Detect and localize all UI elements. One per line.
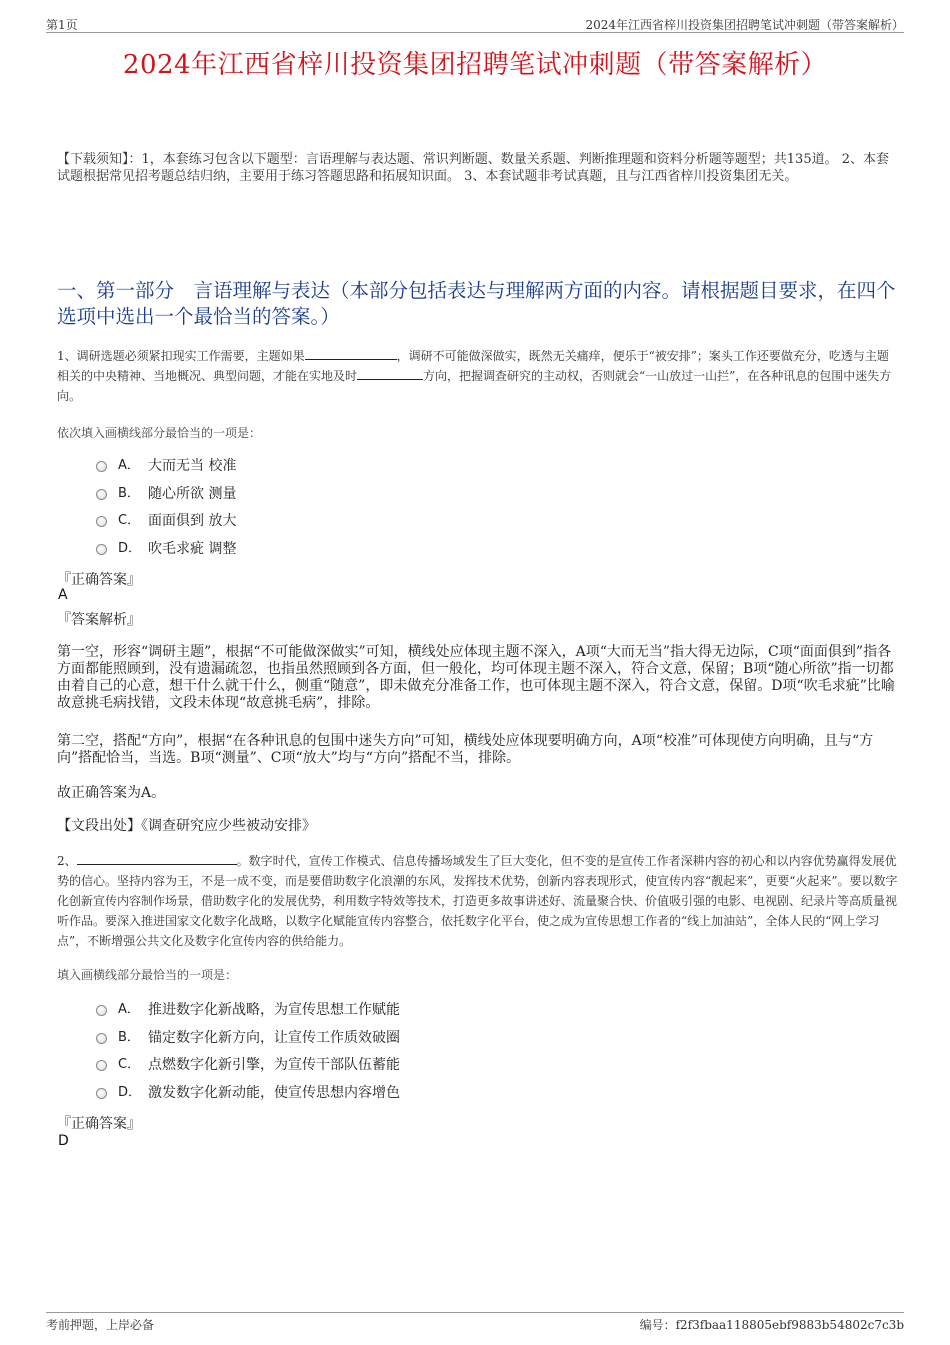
option-letter: C． [118, 513, 141, 528]
footer-slogan: 考前押题，上岸必备 [46, 1318, 155, 1332]
option-text: 吹毛求疵 调整 [148, 540, 237, 557]
radio-icon[interactable] [96, 1060, 107, 1071]
option-letter: D． [118, 540, 142, 556]
q1-answer: A [58, 587, 68, 603]
q1-analysis-paragraph-2: 第二空，搭配“方向”，根据“在各种讯息的包围中迷失方向”可知，横线处应体现要明确方向，A项“校准”可体现使方向明确，且与“方向”搭配恰当，当选。B项“测量”、C项“放大”均与“方向”搭配不当，排除。 [57, 733, 874, 766]
question-2-prompt: 填入画横线部分最恰当的一项是： [57, 968, 238, 982]
q1-blank-1 [305, 347, 397, 360]
option-text: 激发数字化新动能，使宣传思想内容增色 [148, 1084, 400, 1101]
radio-icon[interactable] [96, 1088, 107, 1099]
option-text: 锚定数字化新方向，让宣传工作质效破圈 [148, 1029, 400, 1046]
q2-blank [77, 852, 237, 865]
option-letter: C． [118, 1057, 141, 1072]
q2-option-d[interactable] [96, 1083, 596, 1111]
page-number: 第1页 [46, 18, 78, 32]
q1-option-d[interactable] [96, 539, 596, 567]
radio-icon[interactable] [96, 489, 107, 500]
option-text: 随心所欲 测量 [148, 485, 237, 502]
option-letter: D． [118, 1084, 142, 1100]
q1-answer-label: 『正确答案』 [57, 572, 141, 588]
q1-text-part-a: 1、调研选题必须紧扣现实工作需要，主题如果 [57, 349, 305, 363]
q2-option-b[interactable] [96, 1028, 596, 1056]
option-text: 推进数字化新战略，为宣传思想工作赋能 [148, 1002, 400, 1018]
option-text: 点燃数字化新引擎，为宣传干部队伍蓄能 [148, 1057, 400, 1073]
q2-option-a[interactable] [96, 1000, 596, 1028]
radio-icon[interactable] [96, 1005, 107, 1016]
radio-icon[interactable] [96, 461, 107, 472]
question-1-prompt: 依次填入画横线部分最恰当的一项是： [57, 426, 262, 440]
question-1-options [96, 456, 596, 566]
section-heading: 一、第一部分 言语理解与表达（本部分包括表达与理解两方面的内容。请根据题目要求，在四个选项中选出一个最恰当的答案。） [57, 279, 896, 328]
radio-icon[interactable] [96, 544, 107, 555]
q2-option-c[interactable] [96, 1055, 596, 1083]
option-letter: B． [118, 1029, 140, 1045]
option-letter: B． [118, 485, 140, 501]
q2-answer: D [58, 1133, 69, 1149]
radio-icon[interactable] [96, 1033, 107, 1044]
question-1-text [57, 346, 899, 406]
page-header [46, 14, 904, 33]
q2-answer-label: 『正确答案』 [57, 1116, 141, 1132]
q1-option-a[interactable] [96, 456, 596, 484]
option-text: 大而无当 校准 [148, 458, 237, 474]
question-2-options [96, 1000, 596, 1110]
q2-text-body: 。数字时代，宣传工作模式、信息传播场域发生了巨大变化，但不变的是宣传工作者深耕内容的初心和以内容优势赢得发展优势的信心。坚持内容为王，不是一成不变，而是要借助数字化浪潮的东风，发挥技术优势，创新内容表现形式，使宣传内容“靓起来”，更要“火起来”。要以数字化创新宣传内容制作场景，借助数字化的发展优势，利用数字特效等技术，打造更多故事讲述好、流量聚合快、价值吸引强的电影、电视剧、纪录片等高质量视听作品。要深入推进国家文化数字化战略，以数字化赋能宣传内容整合，依托数字化平台，使之成为宣传思想工作者的“线上加油站”，全体人民的“网上学习点”，不断增强公共文化及数字化宣传内容的供给能力。 [57, 854, 898, 948]
option-letter: A． [118, 458, 140, 473]
download-notice: 【下载须知】：1，本套练习包含以下题型：言语理解与表达题、常识判断题、数量关系题、判断推理题和资料分析题等题型；共135道。 2、本套试题根据常见招考题总结归纳，主要用于练习答题思路和拓展知识面。 3、本套试题非考试真题，且与江西省梓川投资集团无关。 [57, 152, 889, 184]
q1-text-part-c: 方向，把握调查研究的主动权，否则就会“一山放过一山拦”，在各种讯息的包围中迷失方向。 [57, 369, 892, 403]
q1-option-c[interactable] [96, 511, 596, 539]
page-footer [46, 1312, 904, 1333]
question-2-text [57, 851, 899, 951]
q1-source: 【文段出处】《调查研究应少些被动安排》 [57, 818, 316, 834]
footer-doc-id: 编号：f2f3fbaa118805ebf9883b54802c7c3b [639, 1318, 904, 1332]
q1-conclusion: 故正确答案为A。 [57, 785, 166, 801]
document-title: 2024年江西省梓川投资集团招聘笔试冲刺题（带答案解析） [122, 50, 828, 80]
q1-blank-2 [357, 367, 423, 380]
option-text: 面面俱到 放大 [148, 513, 237, 529]
radio-icon[interactable] [96, 516, 107, 527]
q1-text-part-b: ，调研不可能做深做实，既然无关痛痒，便乐于“被安排”；案头工作还要做充分，吃透与主题相关的中央精神、当地概况、典型问题，才能在实地及时 [57, 349, 889, 383]
option-letter: A． [118, 1002, 140, 1017]
q1-option-b[interactable] [96, 484, 596, 512]
header-doc-title: 2024年江西省梓川投资集团招聘笔试冲刺题（带答案解析） [585, 18, 904, 32]
q2-number: 2、 [57, 854, 77, 868]
q1-analysis-label: 『答案解析』 [57, 612, 141, 628]
q1-analysis-paragraph-1: 第一空，形容“调研主题”，根据“不可能做深做实”可知，横线处应体现主题不深入，A项“大而无当”指大得无边际，C项“面面俱到”指各方面都能照顾到，没有遗漏疏忽，也指虽然照顾到各方面，但一般化，均可体现主题不深入，符合文意，保留；B项“随心所欲”指一切都由着自己的心意，想干什么就干什么，侧重“随意”，即未做充分准备工作，也可体现主题不深入，符合文意，保留。D项“吹毛求疵”比喻故意挑毛病找错，文段未体现“故意挑毛病”，排除。 [57, 644, 895, 711]
